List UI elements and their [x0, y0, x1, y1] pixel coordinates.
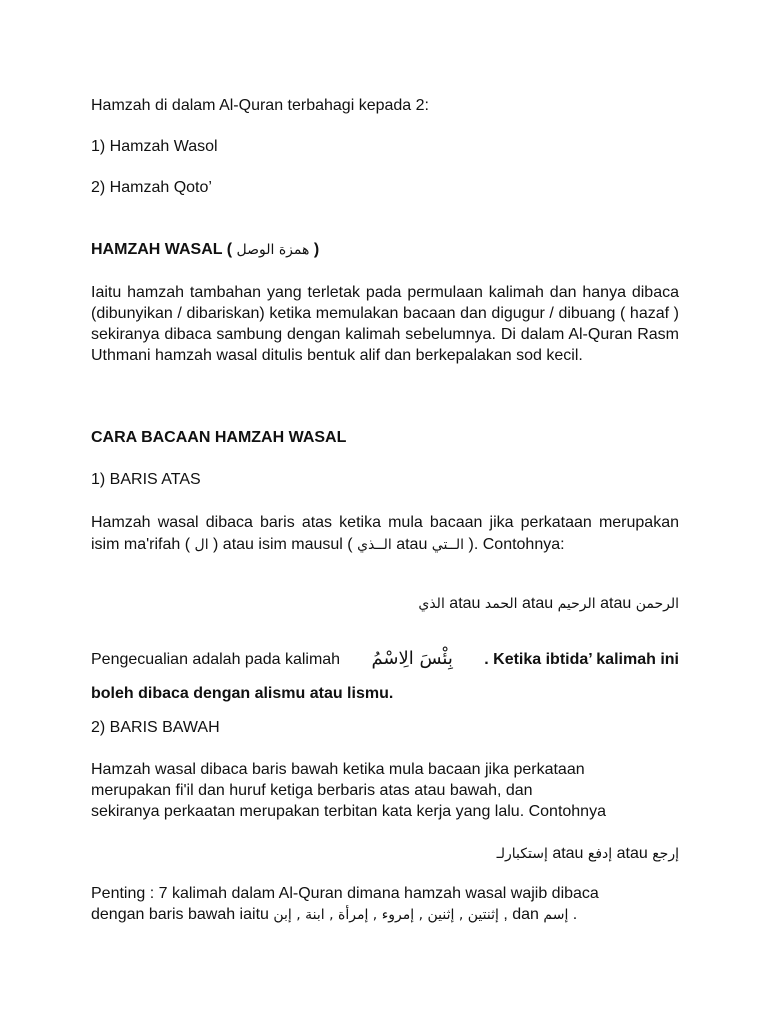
- heading-prefix: HAMZAH WASAL (: [91, 241, 233, 258]
- heading-hamzah-wasal: [91, 240, 679, 260]
- baris-atas-paragraph: [91, 512, 679, 556]
- heading-arabic: همزة الوصل: [236, 242, 310, 258]
- baris-atas-text-b: ) atau isim mausul (: [213, 536, 353, 553]
- example2-atau-2: atau: [552, 845, 584, 862]
- exception-paragraph: [91, 642, 679, 710]
- baris-bawah-examples: [91, 844, 679, 864]
- heading-cara-bacaan: CARA BACAAN HAMZAH WASAL: [91, 429, 347, 446]
- penting-end: .: [572, 906, 578, 923]
- penting-dan: , dan: [503, 906, 539, 923]
- baris-atas-text-c: atau: [396, 536, 428, 553]
- example-row-2: [497, 845, 679, 862]
- penting-arabic-words: إثنتين , إثنين , إمروء , إمرأة , ابنة , إبن: [273, 907, 499, 923]
- exception-text-a: Pengecualian adalah pada kalimah: [91, 651, 341, 668]
- exception-line-2: boleh dibaca dengan alismu atau lismu.: [91, 685, 394, 702]
- baris-atas-text-a: Hamzah wasal dibaca baris atas ketika mula bacaan jika perkataan merupakan isim ma'rifah (: [91, 514, 679, 553]
- exception-text-b: . Ketika ibtida’ kalimah ini: [484, 651, 679, 668]
- baris-bawah-line-1: Hamzah wasal dibaca baris bawah ketika mula bacaan jika perkataan: [91, 761, 585, 778]
- list-item-hamzah-wasol: 1) Hamzah Wasol: [91, 138, 218, 155]
- penting-arabic-ism: إسم: [543, 907, 569, 923]
- penting-prefix: dengan baris bawah iaitu: [91, 906, 269, 923]
- baris-atas-examples: [91, 594, 679, 614]
- example-atau-1: atau: [600, 595, 632, 612]
- example-atau-3: atau: [449, 595, 481, 612]
- example-atau-2: atau: [521, 595, 554, 612]
- exception-arabic: بِئْسَ الِاسْمُ: [371, 648, 453, 669]
- exception-line-1: [91, 642, 679, 677]
- arabic-allati: الــتي: [431, 537, 465, 553]
- example2-word-3: إستكبارلـ: [496, 846, 548, 862]
- example-row: [418, 595, 679, 612]
- arabic-al: ال: [194, 537, 209, 553]
- subheading-baris-atas: 1) BARIS ATAS: [91, 471, 201, 488]
- penting-line-1: Penting : 7 kalimah dalam Al-Quran dimana hamzah wasal wajib dibaca: [91, 885, 599, 902]
- penting-line-2: [91, 905, 679, 925]
- definition-paragraph: Iaitu hamzah tambahan yang terletak pada permulaan kalimah dan hanya dibaca (dibunyikan / dibariskan) ketika memulakan bacaan dan digugur / dibuang ( hazaf ) sekiranya dibaca sambung dengan kalimah sebelumnya. Di dalam Al-Quran Rasm Uthmani hamzah wasal ditulis bentuk alif dan berkepalakan sod kecil.: [91, 284, 679, 364]
- example-word-2: الرحيم: [557, 596, 596, 612]
- example2-word-2: إدفع: [587, 846, 613, 862]
- baris-bawah-line-3: sekiranya perkaatan merupakan terbitan kata kerja yang lalu. Contohnya: [91, 803, 606, 820]
- example-word-3: الحمد: [484, 596, 518, 612]
- example-word-4: الذي: [418, 596, 445, 612]
- baris-bawah-line-2: merupakan fi'il dan huruf ketiga berbaris atas atau bawah, dan: [91, 782, 533, 799]
- intro-text: Hamzah di dalam Al-Quran terbahagi kepada 2:: [91, 97, 429, 114]
- example2-atau-1: atau: [616, 845, 648, 862]
- baris-atas-text-d: ). Contohnya:: [468, 536, 565, 553]
- subheading-baris-bawah: 2) BARIS BAWAH: [91, 719, 220, 736]
- arabic-allazi: الــذي: [357, 537, 392, 553]
- list-item-hamzah-qoto: 2) Hamzah Qoto’: [91, 179, 212, 196]
- example-word-1: الرحمن: [635, 596, 679, 612]
- example2-word-1: إرجع: [652, 846, 679, 862]
- heading-suffix: ): [313, 241, 320, 258]
